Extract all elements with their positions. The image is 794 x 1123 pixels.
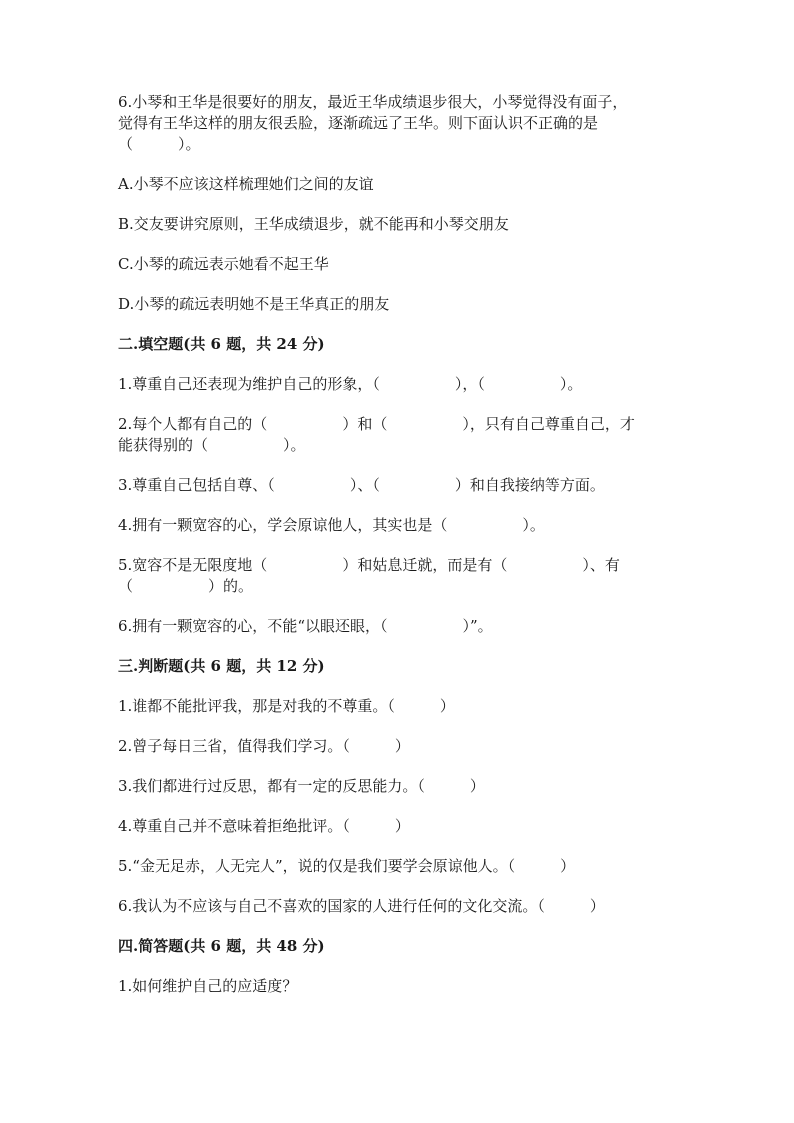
section-title-short-answer: 四.简答题(共 6 题，共 48 分) <box>118 937 325 955</box>
fill-question-3-line-1: 3.尊重自己包括自尊、（ ）、（ ）和自我接纳等方面。 <box>118 476 605 494</box>
fill-question-1-line-1: 1.尊重自己还表现为维护自己的形象，（ ），（ ）。 <box>118 375 583 393</box>
fill-question-5 <box>118 555 678 597</box>
short-answer-question-1: 1.如何维护自己的应适度？ <box>118 977 298 995</box>
fill-question-3 <box>118 475 678 496</box>
option-d: D.小琴的疏远表明她不是王华真正的朋友 <box>118 295 390 313</box>
section-title-fill-blank: 二.填空题(共 6 题，共 24 分) <box>118 335 325 353</box>
judgment-question-5: 5.“金无足赤，人无完人”，说的仅是我们要学会原谅他人。（ ） <box>118 857 576 875</box>
option-c: C.小琴的疏远表示她看不起王华 <box>118 255 329 273</box>
fill-question-1 <box>118 374 678 395</box>
fill-question-2 <box>118 414 678 456</box>
fill-question-6-line-1: 6.拥有一颗宽容的心，不能“以眼还眼，（ ）”。 <box>118 617 493 635</box>
question-6 <box>118 92 678 155</box>
fill-question-4-line-1: 4.拥有一颗宽容的心，学会原谅他人，其实也是（ ）。 <box>118 516 545 534</box>
question-6-stem-line-3: （ ）。 <box>118 135 201 153</box>
section-title-judgment: 三.判断题(共 6 题，共 12 分) <box>118 657 325 675</box>
fill-question-6 <box>118 616 678 637</box>
judgment-question-6: 6.我认为不应该与自己不喜欢的国家的人进行任何的文化交流。（ ） <box>118 897 605 915</box>
fill-question-2-line-1: 2.每个人都有自己的（ ）和（ ），只有自己尊重自己，才 <box>118 415 635 433</box>
judgment-question-4: 4.尊重自己并不意味着拒绝批评。（ ） <box>118 817 410 835</box>
option-a: A.小琴不应该这样梳理她们之间的友谊 <box>118 175 374 193</box>
worksheet-page <box>118 92 678 1016</box>
fill-question-4 <box>118 515 678 536</box>
option-b: B.交友要讲究原则，王华成绩退步，就不能再和小琴交朋友 <box>118 215 509 233</box>
fill-question-2-line-2: 能获得别的（ ）。 <box>118 436 306 454</box>
fill-question-5-line-2: （ ）的。 <box>118 577 254 595</box>
question-6-stem-line-2: 觉得有王华这样的朋友很丢脸，逐渐疏远了王华。则下面认识不正确的是 <box>118 114 599 132</box>
question-6-stem-line-1: 6.小琴和王华是很要好的朋友，最近王华成绩退步很大，小琴觉得没有面子， <box>118 93 628 111</box>
judgment-question-2: 2.曾子每日三省，值得我们学习。（ ） <box>118 737 410 755</box>
judgment-question-1: 1.谁都不能批评我，那是对我的不尊重。（ ） <box>118 697 455 715</box>
judgment-question-3: 3.我们都进行过反思，都有一定的反思能力。（ ） <box>118 777 485 795</box>
fill-question-5-line-1: 5.宽容不是无限度地（ ）和姑息迁就，而是有（ ）、有 <box>118 556 620 574</box>
